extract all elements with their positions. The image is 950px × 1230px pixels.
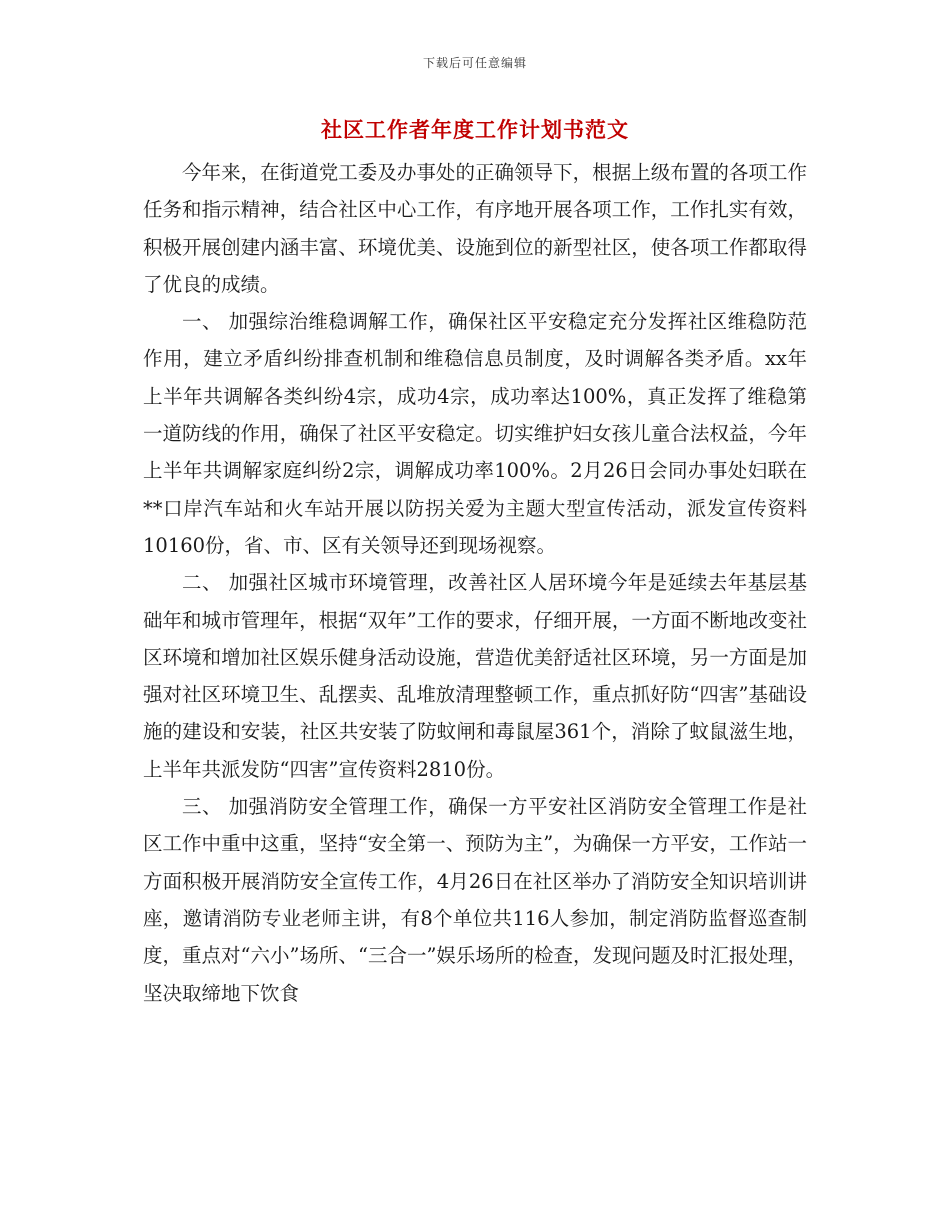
document-title: 社区工作者年度工作计划书范文 [321, 117, 629, 142]
paragraph-intro: 今年来，在街道党工委及办事处的正确领导下，根据上级布置的各项工作任务和指示精神，结合社区中心工作，有序地开展各项工作，工作扎实有效，积极开展创建内涵丰富、环境优美、设施到位的新型社区，使各项工作都取得了优良的成绩。 [143, 161, 807, 296]
paragraph-section-2: 二、 加强社区城市环境管理，改善社区人居环境今年是延续去年基层基础年和城市管理年，根据“双年”工作的要求，仔细开展，一方面不断地改变社区环境和增加社区娱乐健身活动设施，营造优美舒适社区环境，另一方面是加强对社区环境卫生、乱摆卖、乱堆放清理整顿工作，重点抓好防“四害”基础设施的建设和安装，社区共安装了防蚊闸和毒鼠屋361个，消除了蚊鼠滋生地，上半年共派发防“四害”宣传资料2810份。 [143, 571, 807, 781]
paragraph-section-3: 三、 加强消防安全管理工作，确保一方平安社区消防安全管理工作是社区工作中重中这重，坚持“安全第一、预防为主”，为确保一方平安，工作站一方面积极开展消防安全宣传工作，4月26日在社区举办了消防安全知识培训讲座，邀请消防专业老师主讲，有8个单位共116人参加，制定消防监督巡查制度，重点对“六小”场所、“三合一”娱乐场所的检查，发现问题及时汇报处理，坚决取缔地下饮食 [143, 795, 807, 1005]
document-body [143, 154, 807, 1012]
header-note: 下载后可任意编辑 [422, 56, 527, 70]
paragraph-section-1: 一、 加强综治维稳调解工作，确保社区平安稳定充分发挥社区维稳防范作用，建立矛盾纠纷排查机制和维稳信息员制度，及时调解各类矛盾。xx年上半年共调解各类纠纷4宗，成功4宗，成功率达100%，真正发挥了维稳第一道防线的作用，确保了社区平安稳定。切实维护妇女孩儿童合法权益，今年上半年共调解家庭纠纷2宗，调解成功率100%。2月26日会同办事处妇联在**口岸汽车站和火车站开展以防拐关爱为主题大型宣传活动，派发宣传资料10160份，省、市、区有关领导还到现场视察。 [143, 310, 807, 557]
